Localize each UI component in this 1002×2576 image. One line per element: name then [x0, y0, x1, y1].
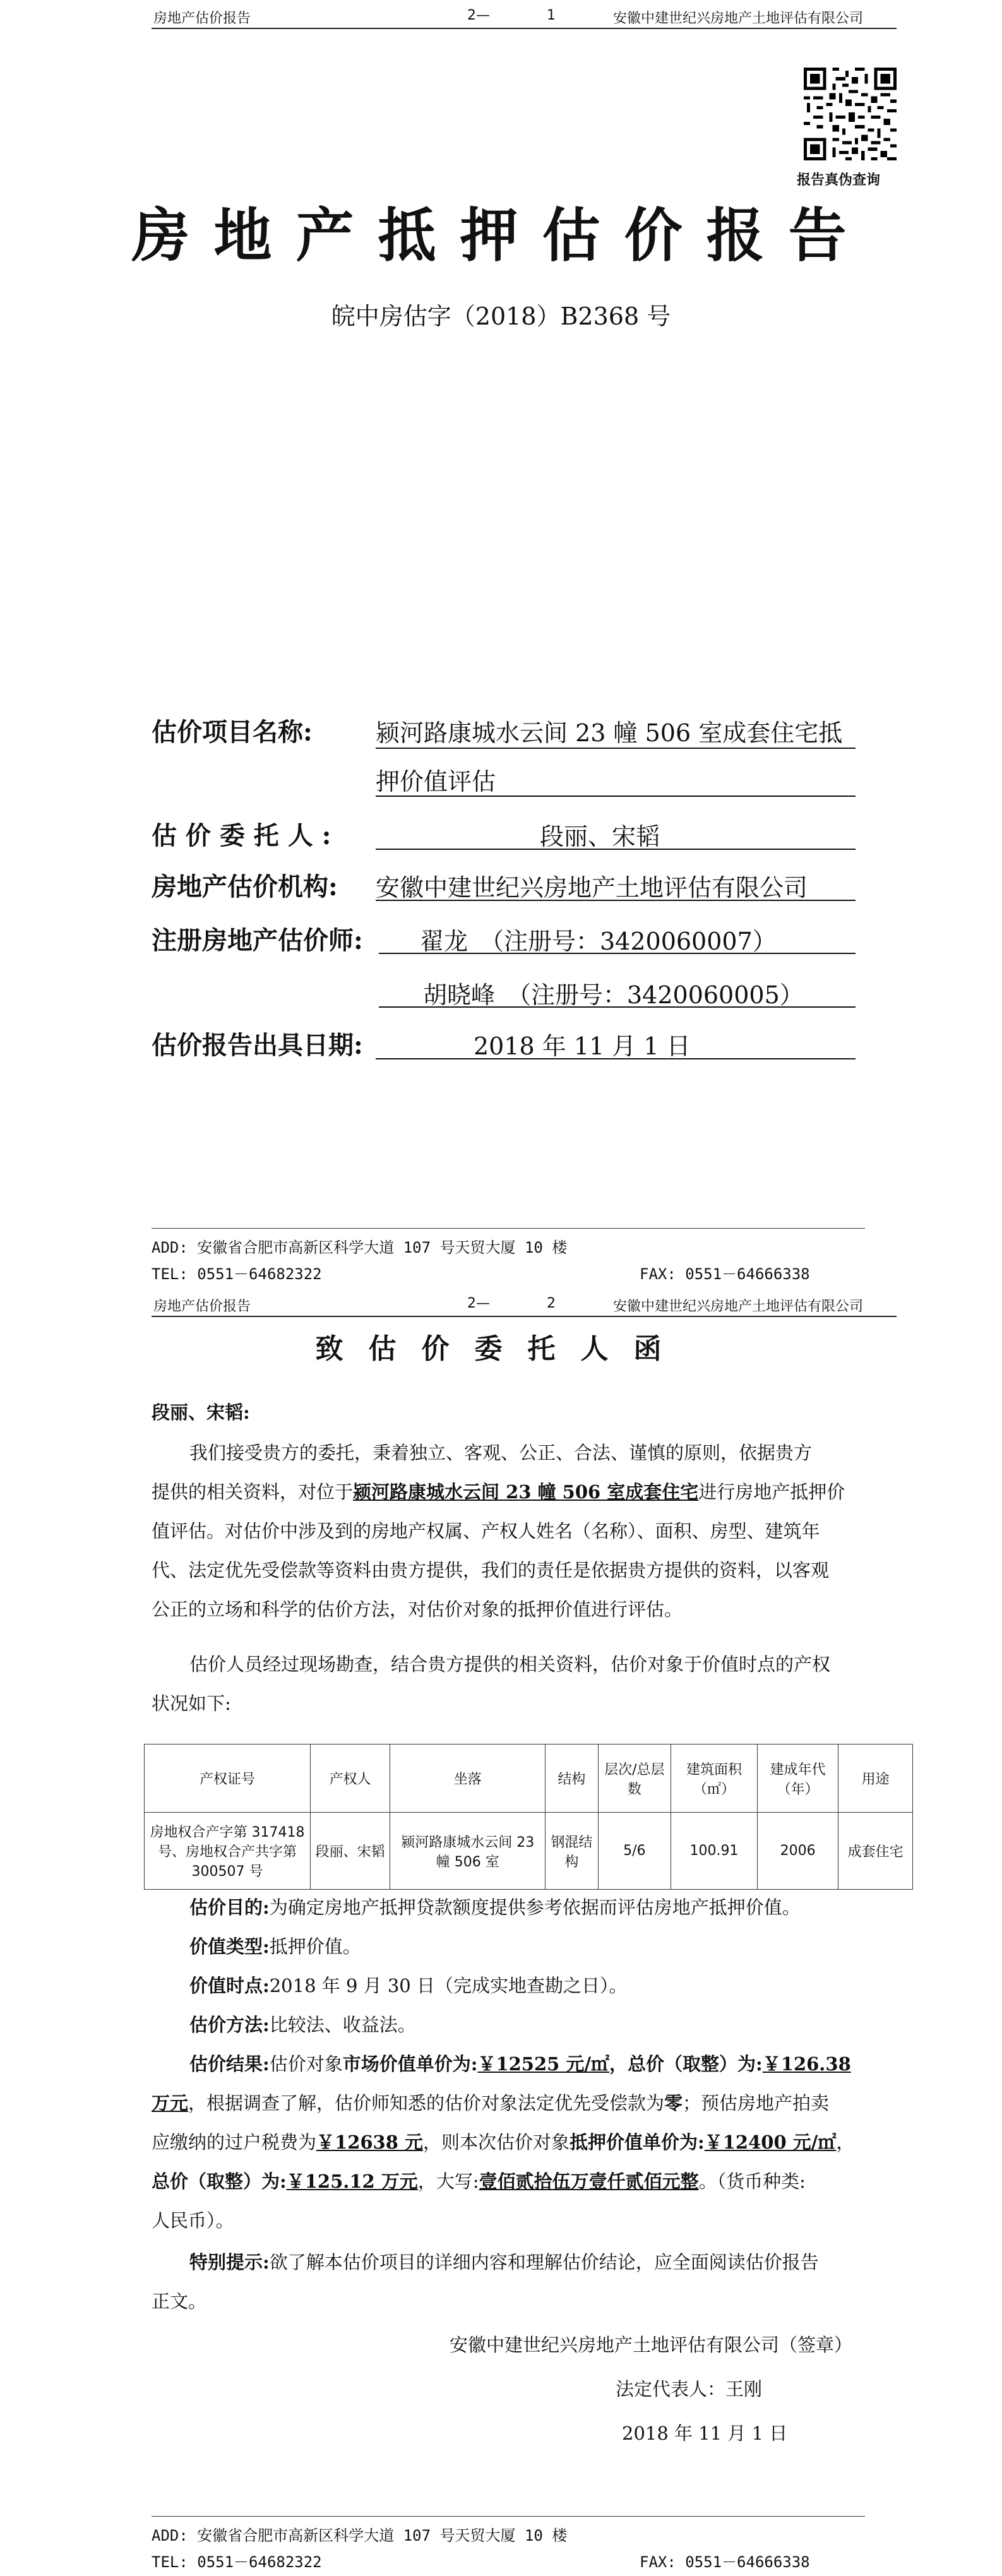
agency-value: 安徽中建世纪兴房地产土地评估有限公司 [376, 874, 808, 902]
result-line-2 [152, 2084, 912, 2123]
signature-date: 2018 年 11 月 1 日 [622, 2423, 788, 2444]
footer-tel: TEL: 0551－64682322 [152, 2553, 322, 2571]
agency-underline [376, 900, 856, 901]
result-text: ， [836, 2132, 855, 2153]
result-text: ，根据调查了解，估价师知悉的估价对象法定优先受偿款为 [188, 2092, 665, 2114]
priority-amount: 零 [664, 2092, 683, 2114]
property-table [144, 1744, 913, 1890]
notice-line-b: 正文。 [152, 2291, 207, 2312]
result-text: 应缴纳的过户税费为 [152, 2132, 317, 2153]
project-name-line2: 押价值评估 [376, 768, 496, 796]
type-label: 价值类型: [189, 1936, 270, 1957]
method-label: 估价方法: [189, 2014, 270, 2036]
col-header: 结构 [546, 1744, 598, 1813]
header-page-prefix: 2— [467, 8, 490, 23]
market-unit-price: ￥12525 元/㎡ [477, 2053, 610, 2075]
project-underline-1 [376, 748, 856, 749]
cell-floor: 5/6 [598, 1813, 671, 1890]
col-header: 建成年代（年） [757, 1744, 838, 1813]
paragraph-2 [152, 1645, 909, 1723]
cell-year: 2006 [757, 1813, 838, 1890]
notice-line-a [152, 2243, 912, 2282]
purpose-value: 为确定房地产抵押贷款额度提供参考依据而评估房地产抵押价值。 [269, 1897, 801, 1918]
market-total-unit: 万元 [152, 2092, 189, 2114]
report-title: 房地产抵押估价报告 [131, 201, 871, 270]
time-label: 价值时点: [189, 1975, 270, 1996]
signature-representative: 法定代表人：王刚 [616, 2378, 763, 2400]
header-right: 安徽中建世纪兴房地产土地评估有限公司 [613, 1299, 864, 1315]
header-right: 安徽中建世纪兴房地产土地评估有限公司 [613, 11, 864, 27]
mortgage-unit-price: ￥12400 元/㎡ [704, 2132, 837, 2153]
col-header: 坐落 [390, 1744, 546, 1813]
col-header: 层次/总层数 [598, 1744, 671, 1813]
agency-label: 房地产估价机构: [152, 872, 338, 902]
p1-line-b [152, 1472, 909, 1512]
p1-line-e: 公正的立场和科学的估价方法，对估价对象的抵押价值进行评估。 [152, 1599, 683, 1620]
p2-line-b: 状况如下: [152, 1693, 231, 1714]
method-value: 比较法、收益法。 [269, 2014, 416, 2036]
qr-caption: 报告真伪查询 [797, 172, 881, 188]
purpose-label: 估价目的: [189, 1897, 270, 1918]
header-rule [152, 1316, 897, 1317]
mortgage-total-label: 总价（取整）为: [152, 2171, 287, 2192]
project-underline-2 [376, 796, 856, 797]
market-unit-label: 市场价值单价为: [342, 2053, 478, 2075]
header-left: 房地产估价报告 [153, 11, 251, 27]
signature-company: 安徽中建世纪兴房地产土地评估有限公司（签章） [450, 2334, 853, 2356]
header-rule [152, 28, 897, 29]
letter-title: 致估价委托人函 [315, 1333, 687, 1365]
header-page-prefix: 2— [467, 1296, 490, 1311]
notice-label: 特别提示: [189, 2251, 270, 2273]
col-header: 产权人 [311, 1744, 390, 1813]
time-value: 2018 年 9 月 30 日（完成实地查勘之日）。 [269, 1975, 628, 1996]
footer-tel: TEL: 0551－64682322 [152, 1265, 322, 1283]
date-value: 2018 年 11 月 1 日 [474, 1032, 691, 1060]
report-number: 皖中房估字（2018）B2368 号 [331, 302, 671, 330]
footer-rule [152, 1228, 865, 1229]
client-label: 估 价 委 托 人 : [152, 821, 331, 850]
result-line-1 [152, 2044, 912, 2084]
col-header: 用途 [838, 1744, 913, 1813]
col-header: 产权证号 [145, 1744, 311, 1813]
date-label: 估价报告出具日期: [152, 1030, 363, 1060]
footer-fax: FAX: 0551－64666338 [640, 1265, 810, 1283]
result-text: 估价对象 [269, 2053, 343, 2075]
result-text: 。（货币种类: [698, 2171, 806, 2192]
col-header: 建筑面积（㎡） [671, 1744, 758, 1813]
result-text: ，大写: [417, 2171, 479, 2192]
client-value: 段丽、宋韬 [540, 823, 660, 850]
p1-line-a: 我们接受贵方的委托，秉着独立、客观、公正、合法、谨慎的原则，依据贵方 [189, 1442, 813, 1464]
qr-code-icon[interactable] [804, 68, 897, 160]
mortgage-total-price: ￥125.12 万元 [286, 2171, 418, 2192]
result-line-4 [152, 2162, 912, 2201]
result-line-3 [152, 2123, 912, 2162]
paragraph-1 [152, 1433, 909, 1629]
appraiser-2: 胡晓峰 （注册号：3420060005） [423, 981, 804, 1009]
project-name-label: 估价项目名称: [152, 717, 313, 747]
type-value: 抵押价值。 [269, 1936, 361, 1957]
purpose-line [189, 1888, 909, 1927]
footer-address: ADD: 安徽省合肥市高新区科学大道 107 号天贸大厦 10 楼 [152, 2527, 568, 2544]
appraiser-1: 翟龙 （注册号：3420060007） [420, 927, 777, 955]
cell-certificate: 房地权合产字第 317418 号、房地权合产共字第 300507 号 [145, 1813, 311, 1890]
cell-use: 成套住宅 [838, 1813, 913, 1890]
p1-line-c: 值评估。对估价中涉及到的房地产权属、产权人姓名（名称）、面积、房型、建筑年 [152, 1520, 820, 1542]
mortgage-unit-label: 抵押价值单价为: [570, 2132, 705, 2153]
header-page-number: 1 [547, 8, 556, 23]
method-line [189, 2005, 909, 2044]
client-underline [376, 849, 856, 850]
type-line [189, 1927, 909, 1966]
p1-b-text-2: 进行房地产抵押价 [698, 1481, 845, 1503]
header-left: 房地产估价报告 [153, 1299, 251, 1315]
project-name-line1: 颍河路康城水云间 23 幢 506 室成套住宅抵 [376, 719, 843, 747]
cell-owner: 段丽、宋韬 [311, 1813, 390, 1890]
date-underline [376, 1058, 856, 1059]
market-total-label: ，总价（取整）为: [609, 2053, 763, 2075]
amount-in-words: 壹佰贰拾伍万壹仟贰佰元整 [479, 2171, 699, 2192]
salutation: 段丽、宋韬: [152, 1402, 250, 1423]
transfer-tax: ￥12638 元 [316, 2132, 424, 2153]
result-label: 估价结果: [189, 2053, 270, 2075]
appraiser-2-underline [379, 1006, 856, 1008]
valuation-items [189, 1888, 909, 2044]
p2-line-a: 估价人员经过现场勘查，结合贵方提供的相关资料，估价对象于价值时点的产权 [189, 1654, 831, 1675]
appraiser-1-underline [379, 953, 856, 954]
property-location: 颍河路康城水云间 23 幢 506 室成套住宅 [353, 1481, 699, 1503]
result-text: ；预估房地产拍卖 [683, 2092, 830, 2114]
cell-structure: 钢混结构 [546, 1813, 598, 1890]
table-header-row [145, 1744, 913, 1813]
appraiser-label: 注册房地产估价师: [152, 926, 363, 955]
table-row [145, 1813, 913, 1890]
cell-location: 颍河路康城水云间 23 幢 506 室 [390, 1813, 546, 1890]
valuation-result [152, 2044, 912, 2240]
notice-text: 欲了解本估价项目的详细内容和理解估价结论，应全面阅读估价报告 [269, 2251, 819, 2273]
footer-rule [152, 2516, 865, 2517]
special-notice [152, 2243, 912, 2321]
header-page-number: 2 [547, 1296, 556, 1311]
cell-area: 100.91 [671, 1813, 758, 1890]
result-line-5: 人民币）。 [152, 2210, 234, 2231]
market-total-price: ￥126.38 [762, 2053, 851, 2075]
result-text: ，则本次估价对象 [423, 2132, 570, 2153]
p1-b-text: 提供的相关资料，对位于 [152, 1481, 354, 1503]
footer-fax: FAX: 0551－64666338 [640, 2553, 810, 2571]
footer-address: ADD: 安徽省合肥市高新区科学大道 107 号天贸大厦 10 楼 [152, 1239, 568, 1256]
p1-line-d: 代、法定优先受偿款等资料由贵方提供，我们的责任是依据贵方提供的资料，以客观 [152, 1559, 830, 1581]
time-line [189, 1966, 909, 2005]
